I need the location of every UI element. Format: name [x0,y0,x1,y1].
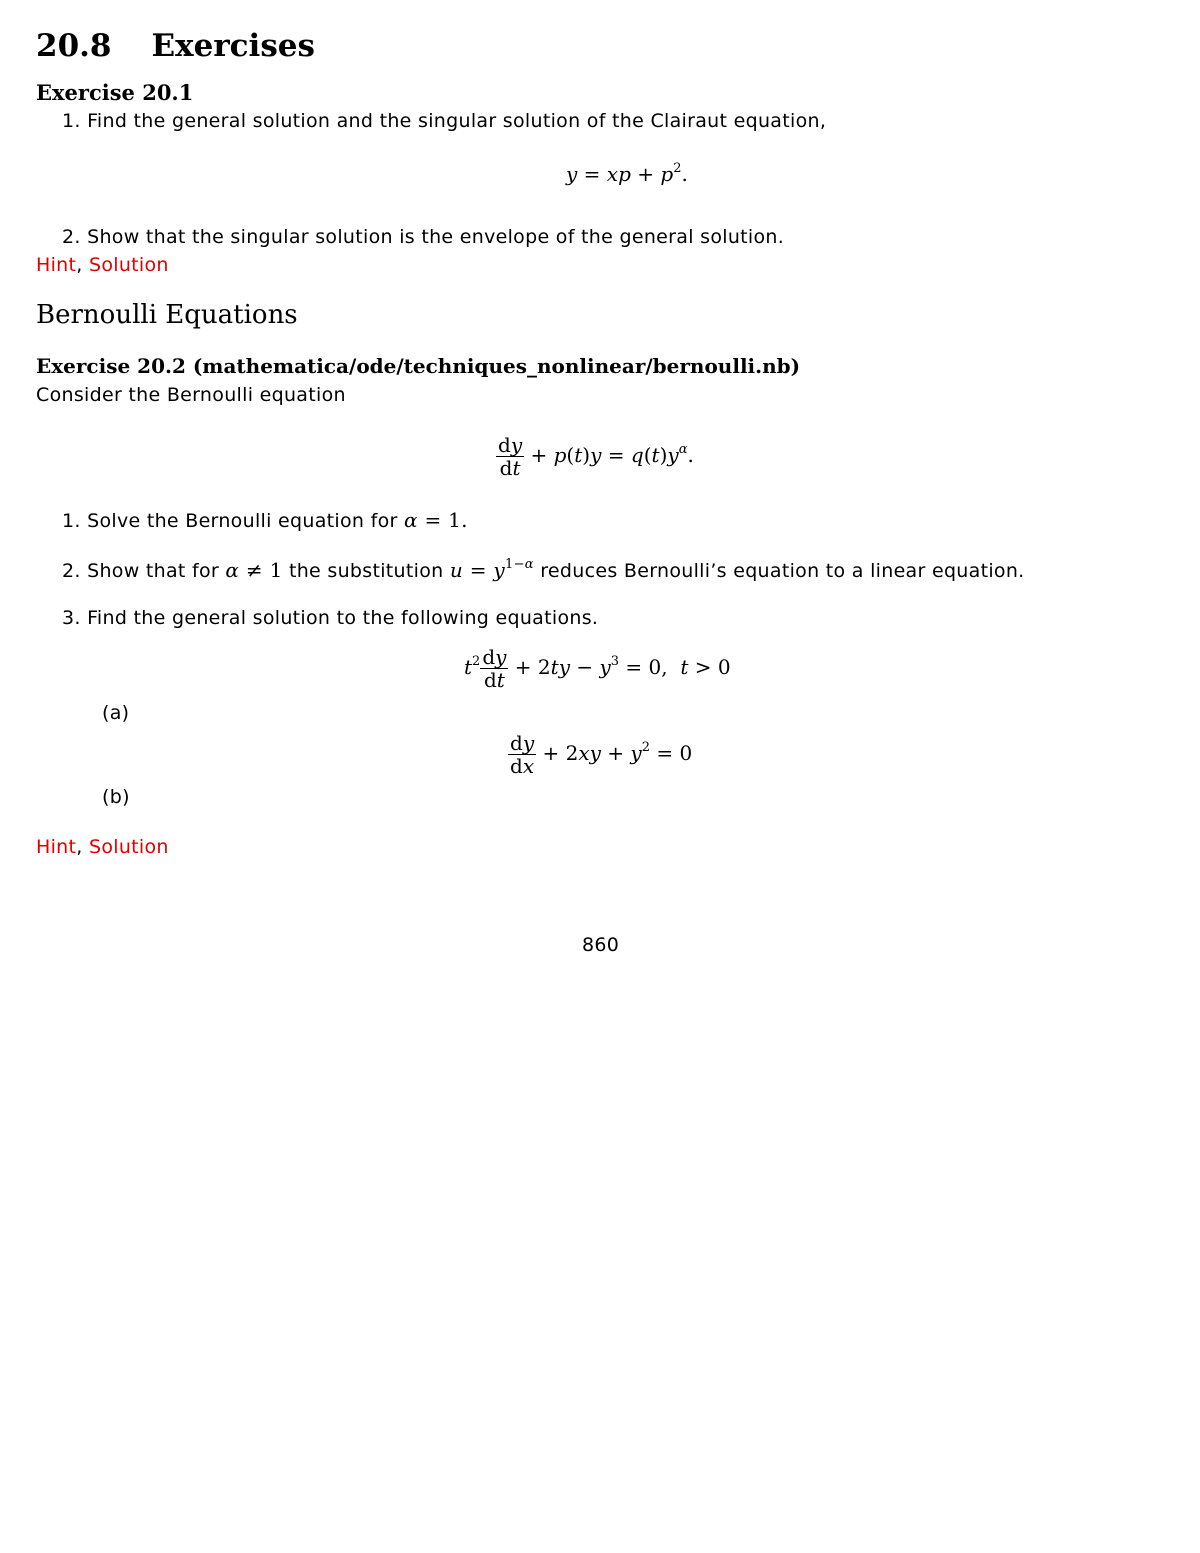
list-item [62,110,826,132]
section-heading [36,28,315,64]
list-item [62,508,468,532]
hint-link[interactable]: Hint [36,836,77,858]
clairaut-equation: y = xp + $p^2$. [566,161,688,186]
item-text: Find the general solution and the singular solution of the Clairaut equation, [87,110,827,132]
section-title: Exercises [151,28,315,64]
link-separator: , [76,836,83,858]
link-separator: , [76,254,83,276]
list-item [62,558,1025,582]
item-number: 2. [62,560,81,582]
item-number: 1. [62,110,81,132]
equation-b: $\frac{dy}{dx}$ + $2xy + y^2 = 0$ [510,731,693,778]
alpha-not-one: α ≠ 1 [225,558,283,582]
alpha-condition: α = 1. [403,508,468,532]
fraction-dy-dt: $\frac{dy}{dt}$ [482,645,507,692]
item-text: reduces Bernoulli’s equation to a linear equation. [540,560,1025,582]
list-item [62,226,784,248]
item-number: 3. [62,607,81,629]
subsection-heading: Bernoulli Equations [36,300,298,330]
exercise-heading: Exercise 20.2 (mathematica/ode/techniques_nonlinear/bernoulli.nb) [36,354,801,378]
hint-solution-links [36,836,169,858]
list-item [62,607,598,629]
page-number: 860 [582,934,620,956]
sub-label-a: (a) [102,702,130,724]
section-number: 20.8 [36,28,112,64]
hint-link[interactable]: Hint [36,254,77,276]
hint-solution-links [36,254,169,276]
solution-link[interactable]: Solution [88,836,169,858]
bernoulli-equation: $\frac{dy}{dt}$ + $p(t)y = q(t)y^\alpha$. [498,433,694,480]
item-number: 2. [62,226,81,248]
item-number: 1. [62,510,81,532]
solution-link[interactable]: Solution [88,254,169,276]
item-text: Show that for [87,560,220,582]
fraction-dy-dx: $\frac{dy}{dx}$ [510,731,535,778]
item-text: Show that the singular solution is the envelope of the general solution. [87,226,785,248]
fraction-dy-dt: $\frac{dy}{dt}$ [498,433,523,480]
equation-a: $t^2$ $\frac{dy}{dt}$ + $2ty - y^3 = 0$, t > 0 [464,645,731,692]
item-text: Solve the Bernoulli equation for [87,510,398,532]
item-text: the substitution [288,560,444,582]
intro-text: Consider the Bernoulli equation [36,384,346,406]
exercise-heading: Exercise 20.1 [36,80,194,105]
sub-label-b: (b) [102,786,130,808]
item-text: Find the general solution to the following equations. [87,607,599,629]
substitution-expr: $u = y^{1-\alpha}$ [449,557,534,582]
